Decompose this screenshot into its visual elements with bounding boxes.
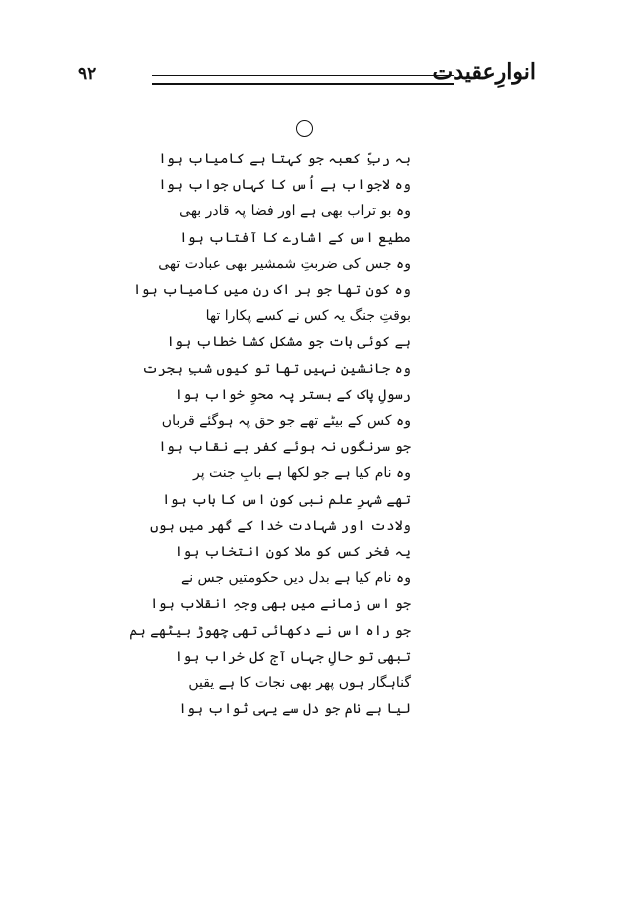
verse-line: وہ جانشین نہیں تھا تو کیوں شبِ ہجرت (141, 360, 411, 377)
verse-line: گناہگار ہوں پھر بھی نجات کا ہے یقیں (188, 675, 411, 691)
verse-line: ولادت اور شہادت خدا کے گھر میں ہوں (150, 517, 411, 534)
header-rule-top (152, 75, 454, 76)
verse-line: وہ نام کیا ہے بدل دیں حکومتیں جس نے (181, 570, 411, 587)
verse-line: وہ کس کے بیٹے تھے جو حق پہ ہوگئے قرباں (161, 413, 411, 429)
verse-line: رسولِ پاک کے بستر پہ محوِ خواب ہوا (174, 386, 411, 403)
verse-line: بوقتِ جنگ یہ کس نے کسے پکارا تھا (205, 308, 411, 325)
circle-ornament-icon (296, 120, 313, 137)
verse-line: تبھی تو حالِ جہاں آج کل خراب ہوا (174, 648, 411, 665)
header-rule-bottom (152, 83, 454, 85)
verse-line: وہ لاجواب ہے اُس کا کہاں جواب ہوا (158, 177, 411, 194)
verse-line: ہے کوئی بات جو مشکل کشا خطاب ہوا (166, 334, 411, 351)
page-header (0, 0, 618, 110)
verse-line: وہ جس کی ضربتِ شمشیر بھی عبادت تھی (158, 255, 411, 272)
verse-line: یہ فخر کس کو ملا کون انتخاب ہوا (174, 544, 411, 560)
verse-line: مطیع اس کے اشارے کا آفتاب ہوا (179, 229, 411, 246)
verse-line: وہ کون تھا جو ہر اک رن میں کامیاب ہوا (133, 282, 411, 298)
verse-line: جو راہ اس نے دکھائی تھی چھوڑ بیٹھے ہم (129, 622, 411, 639)
verse-line: وہ بو تراب بھی ہے اور فضا پہ قادر بھی (179, 203, 411, 220)
verse-line: تھے شہرِ علم نبی کون اس کا باب ہوا (162, 491, 411, 508)
verse-line: بہ ربِّ کعبہ جو کہتا ہے کامیاب ہوا (158, 151, 411, 167)
verse-line: وہ نام کیا ہے جو لکھا ہے بابِ جنت پر (192, 465, 411, 482)
verse-line: جو سرنگوں نہ ہوئے کفر بے نقاب ہوا (158, 439, 411, 456)
page-number: ۹۲ (78, 64, 97, 84)
verse-line: لیا ہے نام جو دل سے یہی ثواب ہوا (178, 701, 411, 718)
header-double-rule (152, 75, 454, 89)
book-title: انوارِعقیدت (432, 59, 536, 85)
verse-line: جو اس زمانے میں بھی وجہِ انقلاب ہوا (150, 596, 411, 613)
